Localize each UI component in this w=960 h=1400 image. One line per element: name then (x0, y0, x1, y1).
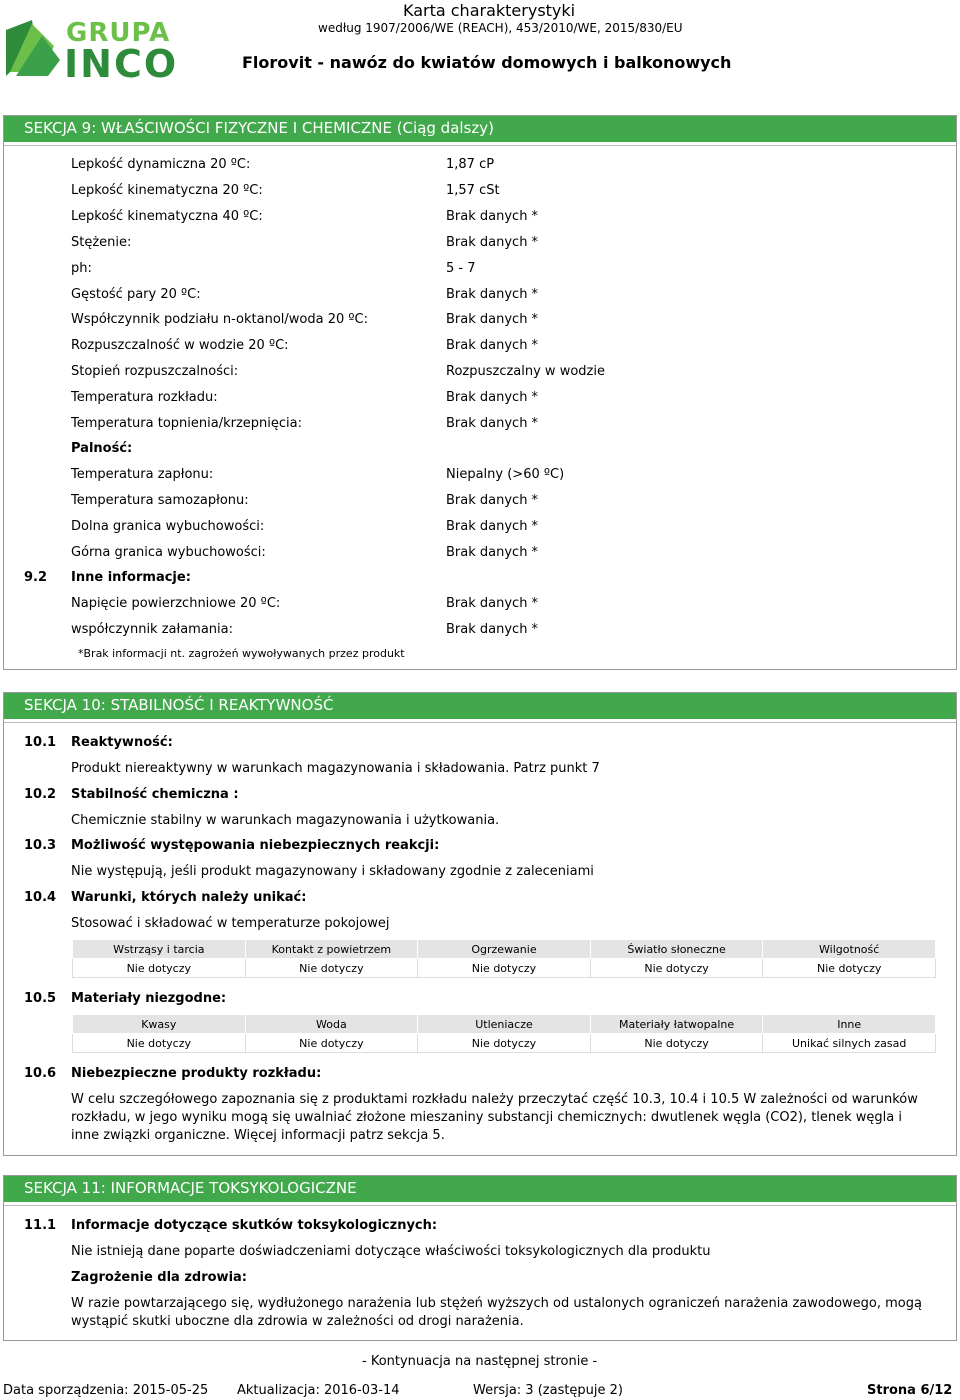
sub-10-4-number: 10.4 (24, 890, 57, 905)
table-header-cell: Inne (763, 1015, 936, 1034)
sub-10-6-number: 10.6 (24, 1066, 57, 1081)
table-header-cell: Światło słoneczne (590, 940, 763, 959)
logo-text-inco: INCO (64, 42, 179, 86)
property-value: Brak danych * (446, 518, 539, 534)
property-label: Temperatura topnienia/krzepnięcia: (71, 416, 302, 431)
sub-10-3-title: Możliwość występowania niebezpiecznych reakcji: (71, 838, 440, 853)
section-9-header (4, 116, 956, 145)
avoid-conditions-table (72, 939, 936, 978)
sub-10-1-title: Reaktywność: (71, 735, 173, 750)
product-name: Florovit - nawóz do kwiatów domowych i balkonowych (242, 53, 732, 72)
property-label: Temperatura samozapłonu: (71, 492, 249, 508)
property-value: Brak danych * (446, 208, 539, 224)
table-header-cell: Materiały łatwopalne (590, 1015, 763, 1034)
sub-10-1-number: 10.1 (24, 735, 57, 750)
table-cell: Nie dotyczy (73, 1034, 246, 1053)
sub-11-1-number: 11.1 (24, 1218, 57, 1233)
property-value: Brak danych * (446, 596, 539, 611)
section-11-header (4, 1176, 956, 1205)
sub-11-1-text: Nie istnieją dane poparte doświadczeniami dotyczące właściwości toksykologicznych dla produktu (71, 1244, 711, 1259)
property-label: Napięcie powierzchniowe 20 ºC: (71, 596, 281, 611)
sub-10-2-text: Chemicznie stabilny w warunkach magazynowania i użytkowania. (71, 813, 500, 828)
sub-9-2-title: Inne informacje: (71, 570, 191, 585)
property-value: Brak danych * (446, 286, 539, 302)
continued-note: - Kontynuacja na następnej stronie - (362, 1354, 598, 1369)
property-label: Lepkość kinematyczna 40 ºC: (71, 208, 263, 224)
property-value: Rozpuszczalny w wodzie (446, 364, 605, 380)
sub-10-6-text: W celu szczegółowego zapoznania się z produktami rozkładu należy przeczytać część 10.3, 10.4 i 10.5 W zależności od warunków rozkładu, w jego wyniku mogą się uwalniać złożone mieszaniny substancji chemicznych: dwutlenek węgla (CO2), tlenek węgla i inne związki organiczne. Więcej informacji patrz sekcja 5. (71, 1092, 918, 1143)
table-cell: Nie dotyczy (590, 1034, 763, 1053)
property-value: Brak danych * (446, 338, 539, 354)
sub-10-3-text: Nie występują, jeśli produkt magazynowany i składowany zgodnie z zaleceniami (71, 864, 594, 879)
sub-11-1-title: Informacje dotyczące skutków toksykologicznych: (71, 1218, 438, 1233)
property-value: 1,57 cSt (446, 182, 500, 198)
update-date: Aktualizacja: 2016-03-14 (237, 1383, 400, 1398)
property-label: Stopień rozpuszczalności: (71, 364, 239, 380)
table-header-cell: Ogrzewanie (418, 940, 591, 959)
property-value: Brak danych * (446, 416, 539, 431)
logo-text-grupa: GRUPA (66, 18, 171, 48)
table-cell: Nie dotyczy (763, 959, 936, 978)
property-label: Temperatura rozkładu: (71, 390, 218, 406)
table-header-cell: Kontakt z powietrzem (245, 940, 418, 959)
incompatible-materials-table (72, 1014, 936, 1053)
section-11-title: SEKCJA 11: INFORMACJE TOKSYKOLOGICZNE (24, 1179, 357, 1197)
sub-10-5-number: 10.5 (24, 991, 57, 1006)
section-10-header (4, 693, 956, 722)
table-cell: Nie dotyczy (73, 959, 246, 978)
table-header-cell: Utleniacze (418, 1015, 591, 1034)
creation-date: Data sporządzenia: 2015-05-25 (3, 1383, 209, 1398)
property-value: Brak danych * (446, 621, 539, 637)
section-10-title: SEKCJA 10: STABILNOŚĆ I REAKTYWNOŚĆ (24, 696, 334, 714)
sub-10-3-number: 10.3 (24, 838, 57, 853)
table-cell: Nie dotyczy (590, 959, 763, 978)
property-value: Brak danych * (446, 234, 539, 250)
table-cell: Nie dotyczy (418, 959, 591, 978)
sub-10-2-title: Stabilność chemiczna : (71, 787, 239, 802)
property-value: Brak danych * (446, 312, 539, 328)
property-label: Współczynnik podziału n-oktanol/woda 20 ºC: (71, 312, 368, 328)
property-value: Niepalny (>60 ºC) (446, 467, 565, 482)
company-logo (2, 14, 182, 86)
property-value: 5 - 7 (446, 260, 476, 276)
property-value: Brak danych * (446, 492, 539, 508)
property-label: Rozpuszczalność w wodzie 20 ºC: (71, 338, 289, 354)
property-label: Stężenie: (71, 234, 132, 250)
property-label: Lepkość dynamiczna 20 ºC: (71, 157, 251, 172)
leaf-icon (2, 16, 62, 78)
regulation: według 1907/2006/WE (REACH), 453/2010/WE, 2015/830/EU (318, 21, 683, 35)
table-header-cell: Wstrząsy i tarcia (73, 940, 246, 959)
property-label: Lepkość kinematyczna 20 ºC: (71, 182, 263, 198)
sub-9-2-number: 9.2 (24, 570, 48, 585)
flammability-heading: Palność: (71, 441, 133, 456)
property-value: Brak danych * (446, 544, 539, 560)
page-number: Strona 6/12 (867, 1383, 953, 1398)
table-header-cell: Woda (245, 1015, 418, 1034)
property-label: ph: (71, 260, 92, 276)
sub-10-4-text: Stosować i składować w temperaturze pokojowej (71, 916, 390, 931)
sub-10-5-title: Materiały niezgodne: (71, 991, 227, 1006)
property-label: Górna granica wybuchowości: (71, 544, 266, 560)
property-value: 1,87 cP (446, 157, 495, 172)
doc-title: Karta charakterystyki (403, 1, 576, 20)
sub-10-2-number: 10.2 (24, 787, 57, 802)
version: Wersja: 3 (zastępuje 2) (473, 1383, 624, 1398)
property-label: Gęstość pary 20 ºC: (71, 286, 201, 302)
property-label: Temperatura zapłonu: (71, 467, 214, 482)
table-cell: Nie dotyczy (418, 1034, 591, 1053)
property-label: współczynnik załamania: (71, 621, 233, 637)
table-cell: Nie dotyczy (245, 1034, 418, 1053)
sub-10-1-text: Produkt niereaktywny w warunkach magazynowania i składowania. Patrz punkt 7 (71, 761, 600, 776)
sub-10-6-title: Niebezpieczne produkty rozkładu: (71, 1066, 322, 1081)
sub-10-4-title: Warunki, których należy unikać: (71, 890, 307, 905)
health-hazard-title: Zagrożenie dla zdrowia: (71, 1270, 247, 1285)
property-value: Brak danych * (446, 390, 539, 406)
table-cell: Nie dotyczy (245, 959, 418, 978)
table-header-cell: Kwasy (73, 1015, 246, 1034)
table-cell: Unikać silnych zasad (763, 1034, 936, 1053)
section-9-title: SEKCJA 9: WŁAŚCIWOŚCI FIZYCZNE I CHEMICZNE (Ciąg dalszy) (24, 119, 494, 137)
property-label: Dolna granica wybuchowości: (71, 518, 265, 534)
table-header-cell: Wilgotność (763, 940, 936, 959)
health-hazard-text: W razie powtarzającego się, wydłużonego narażenia lub stężeń wyższych od ustalonych ograniczeń narażenia zawodowego, mogą wystąpić skutki uboczne dla zdrowia w zależności od drogi narażenia. (71, 1296, 922, 1329)
footnote: *Brak informacji nt. zagrożeń wywoływanych przez produkt (78, 647, 405, 660)
